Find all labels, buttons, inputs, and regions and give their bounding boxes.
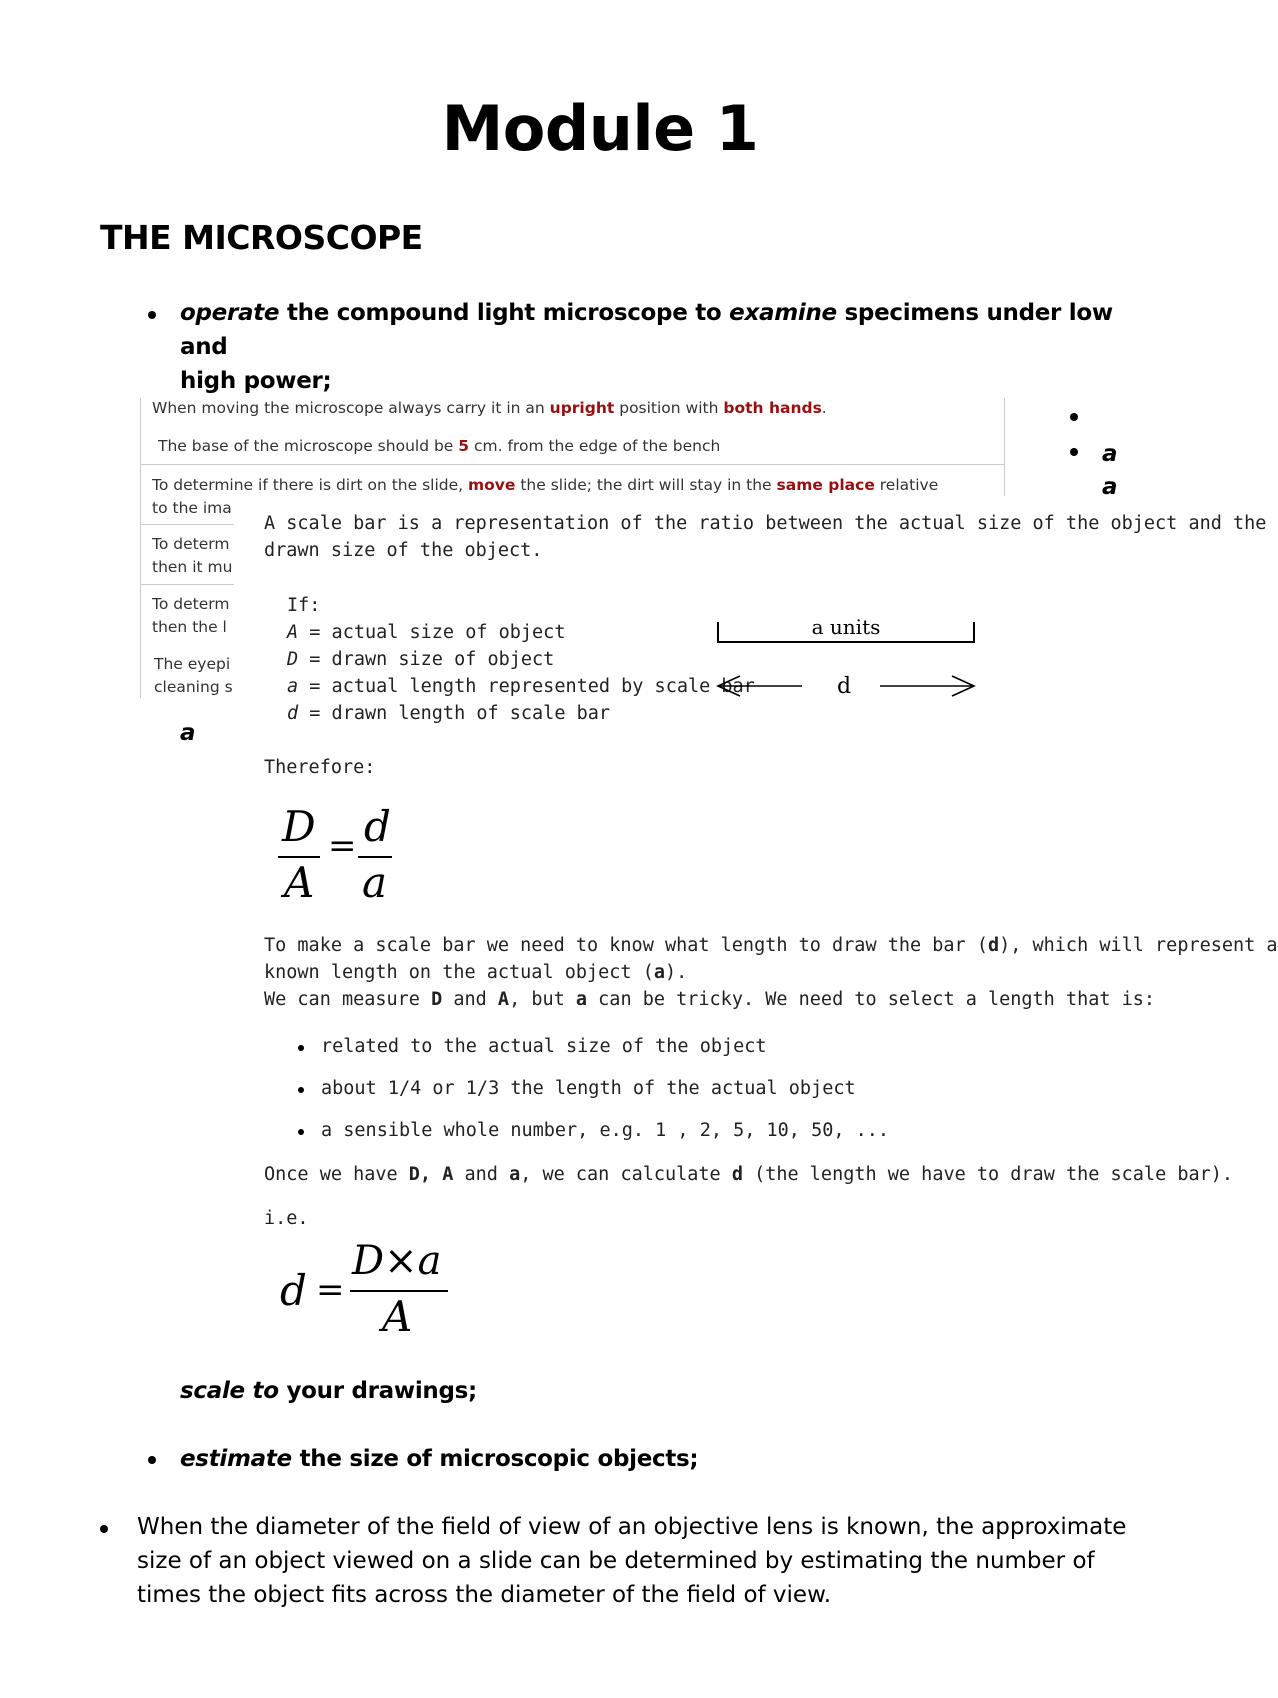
therefore-label: Therefore: <box>264 757 376 778</box>
d-label: d <box>836 674 852 699</box>
table-row: To determ then it mu <box>152 535 233 576</box>
units-label: a units <box>811 615 881 639</box>
table-row: When moving the microscope always carry it in an upright position with both hands. <box>152 399 827 417</box>
table-divider <box>140 464 1004 465</box>
bullet-dot <box>298 1129 304 1135</box>
objective-estimate: estimate the size of microscopic objects; <box>180 1446 699 1472</box>
table-row: To determine if there is dirt on the slide, move the slide; the dirt will stay in the same place relative to the ima <box>152 476 939 517</box>
objective-verb: scale to <box>180 1378 279 1404</box>
bullet-dot <box>148 1456 156 1464</box>
objective-verb-2: examine <box>729 300 837 326</box>
bullet-dot <box>298 1087 304 1093</box>
side-letter: a <box>180 720 196 746</box>
bullet-dot <box>100 1525 108 1533</box>
table-row: To determ then the l <box>152 595 230 636</box>
definitions-list: If: A = actual size of object D = drawn size of object a = actual length represented by scale bar d = drawn length of scale bar <box>287 592 755 727</box>
side-letter: a <box>1102 441 1118 467</box>
bullet-dot <box>148 311 156 319</box>
table-divider <box>140 584 234 585</box>
table-divider <box>140 524 234 525</box>
definition-item: D = drawn size of object <box>287 649 555 670</box>
bullet-dot <box>298 1045 304 1051</box>
objective-verb: estimate <box>180 1446 292 1472</box>
table-row: The base of the microscope should be 5 cm. from the edge of the bench <box>158 437 721 455</box>
ratio-equation: D A = d a <box>278 808 398 908</box>
objective-scale: scale to your drawings; <box>180 1378 477 1404</box>
definition-item: a = actual length represented by scale bar <box>287 676 755 697</box>
scale-bar-diagram <box>710 608 980 700</box>
side-letter: a <box>1102 474 1118 500</box>
fov-paragraph: When the diameter of the field of view of an objective lens is known, the approximate size of an object viewed on a slide can be determined by estimating the number of times the object fits across the diameter of the field of view. <box>137 1514 1127 1608</box>
definition-item: A = actual size of object <box>287 622 566 643</box>
ie-label: i.e. <box>264 1208 309 1229</box>
objective-operate: operate the compound light microscope to examine specimens under low and high power; <box>180 300 1113 394</box>
table-left-border <box>140 398 141 698</box>
list-item: related to the actual size of the object <box>321 1036 767 1057</box>
table-right-border <box>1004 398 1005 496</box>
scale-bar-formula: d = D×a A <box>280 1244 460 1344</box>
objective-verb: operate <box>180 300 280 326</box>
page-title: Module 1 <box>441 92 759 165</box>
definition-item: d = drawn length of scale bar <box>287 703 611 724</box>
list-item: a sensible whole number, e.g. 1 , 2, 5, 10, 50, ... <box>321 1120 890 1141</box>
scale-bar-explanation: To make a scale bar we need to know what length to draw the bar (d), which will represent a known length on the actual object (a). We can measure D and A, but a can be tricky. We need to select a length that is: <box>264 935 1278 1010</box>
table-row: The eyepi cleaning s <box>154 655 233 696</box>
bullet-dot <box>1070 413 1078 421</box>
list-item: about 1/4 or 1/3 the length of the actual object <box>321 1078 856 1099</box>
scale-bar-intro: A scale bar is a representation of the ratio between the actual size of the object and the drawn size of the object. <box>264 513 1267 561</box>
calculate-sentence: Once we have D, A and a, we can calculate d (the length we have to draw the scale bar). <box>264 1164 1234 1185</box>
section-heading: THE MICROSCOPE <box>100 218 423 257</box>
bullet-dot <box>1070 448 1078 456</box>
